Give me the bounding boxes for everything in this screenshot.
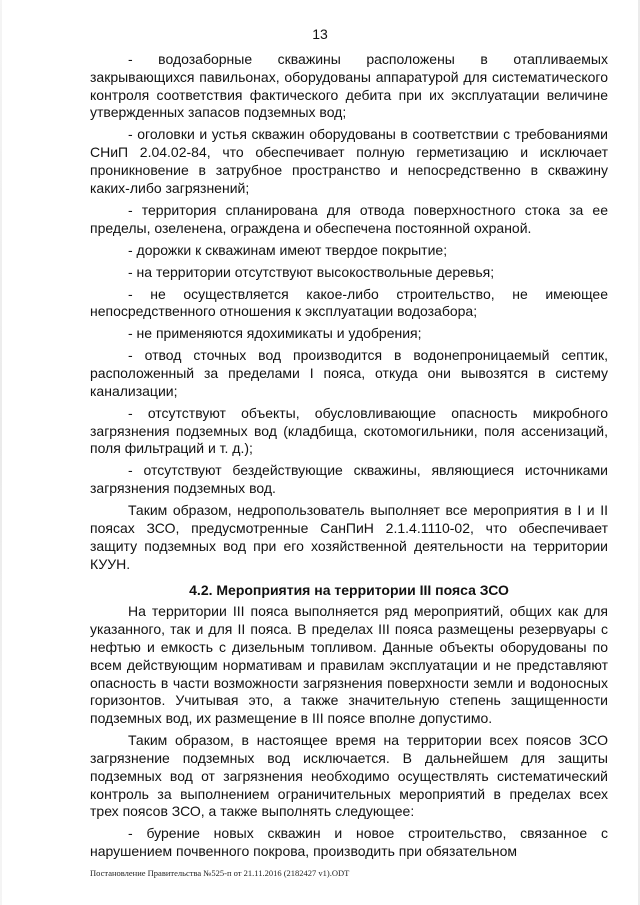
list-item: - дорожки к скважинам имеют твердое покрытие; bbox=[128, 241, 448, 258]
summary-paragraph: Таким образом, недропользователь выполняет все мероприятия в I и II поясах ЗСО, предусмотренные СанПиН 2.1.4.1110-02, что обеспечивает защиту подземных вод при его хозяйственной деятельности на территории КУУН. bbox=[90, 502, 608, 572]
list-item: - не осуществляется какое-либо строительство, не имеющее непосредственного отношения к эксплуатации водозабора; bbox=[90, 285, 608, 320]
list-item: - отвод сточных вод производится в водонепроницаемый септик, расположенный за пределами I пояса, откуда они вывозятся в систему канализации; bbox=[90, 347, 608, 399]
list-item: - на территории отсутствуют высокоствольные деревья; bbox=[128, 263, 495, 280]
page-edge-left bbox=[0, 0, 2, 905]
list-item: - водозаборные скважины расположены в отапливаемых закрывающихся павильонах, оборудованы аппаратурой для систематического контроля соответствия фактического дебита при их эксплуатации величине утвержденных запасов подземных вод; bbox=[90, 51, 608, 121]
document-body bbox=[90, 51, 608, 865]
page-number: 13 bbox=[312, 26, 328, 42]
document-footer: Постановление Правительства №525-п от 21.11.2016 (2182427 v1).ODT bbox=[90, 868, 350, 878]
list-item: - территория спланирована для отвода поверхностного стока за ее пределы, озеленена, ограждена и обеспечена постоянной охраной. bbox=[90, 201, 608, 236]
list-item: - оголовки и устья скважин оборудованы в соответствии с требованиями СНиП 2.04.02-84, что обеспечивает полную герметизацию и исключает проникновение в затрубное пространство и непосредственно в скважину каких-либо загрязнений; bbox=[90, 126, 608, 196]
section-heading: 4.2. Мероприятия на территории III пояса ЗСО bbox=[189, 582, 509, 599]
list-item: - отсутствуют бездействующие скважины, являющиеся источниками загрязнения подземных вод. bbox=[90, 462, 608, 497]
list-item: - не применяются ядохимикаты и удобрения; bbox=[128, 325, 422, 342]
list-item: - бурение новых скважин и новое строительство, связанное с нарушением почвенного покрова, производить при обязательном bbox=[90, 825, 608, 860]
list-item: - отсутствуют объекты, обусловливающие опасность микробного загрязнения подземных вод (кладбища, скотомогильники, поля ассенизаций, поля фильтраций и т. д.); bbox=[90, 404, 608, 457]
body-paragraph: На территории III пояса выполняется ряд мероприятий, общих как для указанного, так и для II пояса. В пределах III пояса размещены резервуары с нефтью и емкость с дизельным топливом. Данные объекты оборудованы по всем действующим нормативам и правилам эксплуатации и не представляют опасность в части возможности загрязнения поверхности земли и водоносных горизонтов. Учитывая это, а также значительную степень защищенности подземных вод, их размещение в III поясе вполне допустимо. bbox=[90, 603, 608, 727]
body-paragraph: Таким образом, в настоящее время на территории всех поясов ЗСО загрязнение подземных вод исключается. В дальнейшем для защиты подземных вод от загрязнения необходимо осуществлять систематический контроль за выполнением ограничительных мероприятий в пределах всех трех поясов ЗСО, а также выполнять следующее: bbox=[90, 732, 608, 820]
